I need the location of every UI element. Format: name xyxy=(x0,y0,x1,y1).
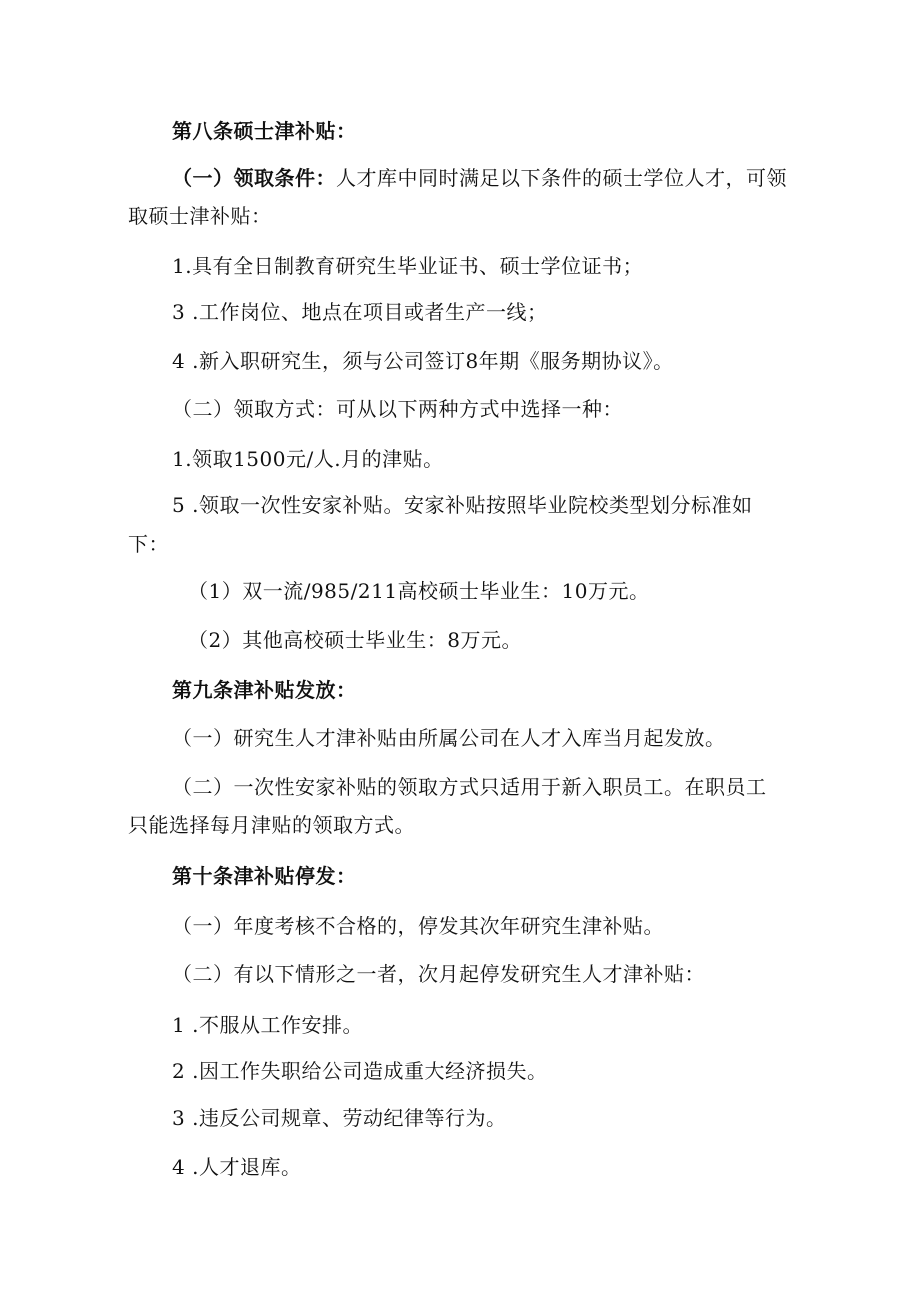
sub-item-1: （1）双一流/985/211高校硕士毕业生：10万元。 xyxy=(188,579,650,603)
stop-item-2: 2 .因工作失职给公司造成重大经济损失。 xyxy=(172,1059,548,1083)
method-item-5-continued: 下： xyxy=(128,532,169,556)
article10-item-1: （一）年度考核不合格的，停发其次年研究生津补贴。 xyxy=(172,914,664,938)
condition-item-4: 4 .新入职研究生，须与公司签订8年期《服务期协议》。 xyxy=(172,349,674,373)
article8-heading: 第八条硕士津补贴： xyxy=(172,119,357,143)
article8-method-heading: （二）领取方式：可从以下两种方式中选择一种： xyxy=(172,397,623,421)
sub-item-2: （2）其他高校硕士毕业生：8万元。 xyxy=(188,628,522,652)
method-item-1: 1.领取1500元/人.月的津贴。 xyxy=(172,447,444,471)
stop-item-1: 1 .不服从工作安排。 xyxy=(172,1013,363,1037)
article8-conditions-line2: 取硕士津补贴： xyxy=(128,204,272,228)
article9-item-2-line2: 只能选择每月津贴的领取方式。 xyxy=(128,813,415,837)
article8-conditions-label: （一）领取条件： xyxy=(172,166,336,190)
article9-item-1: （一）研究生人才津补贴由所属公司在人才入库当月起发放。 xyxy=(172,726,726,750)
method-item-5: 5 .领取一次性安家补贴。安家补贴按照毕业院校类型划分标准如 xyxy=(172,493,753,517)
article8-conditions-text-1: 人才库中同时满足以下条件的硕士学位人才，可领 xyxy=(336,166,787,190)
stop-item-3: 3 .违反公司规章、劳动纪律等行为。 xyxy=(172,1106,507,1130)
stop-item-4: 4 .人才退库。 xyxy=(172,1155,302,1179)
article9-heading: 第九条津补贴发放： xyxy=(172,678,357,702)
condition-item-3: 3 .工作岗位、地点在项目或者生产一线； xyxy=(172,300,548,324)
article9-item-2-line1: （二）一次性安家补贴的领取方式只适用于新入职员工。在职员工 xyxy=(172,775,767,799)
article8-conditions-line1 xyxy=(172,165,787,191)
article10-item-2: （二）有以下情形之一者，次月起停发研究生人才津补贴： xyxy=(172,962,705,986)
condition-item-1: 1.具有全日制教育研究生毕业证书、硕士学位证书； xyxy=(172,254,644,278)
article10-heading: 第十条津补贴停发： xyxy=(172,864,357,888)
